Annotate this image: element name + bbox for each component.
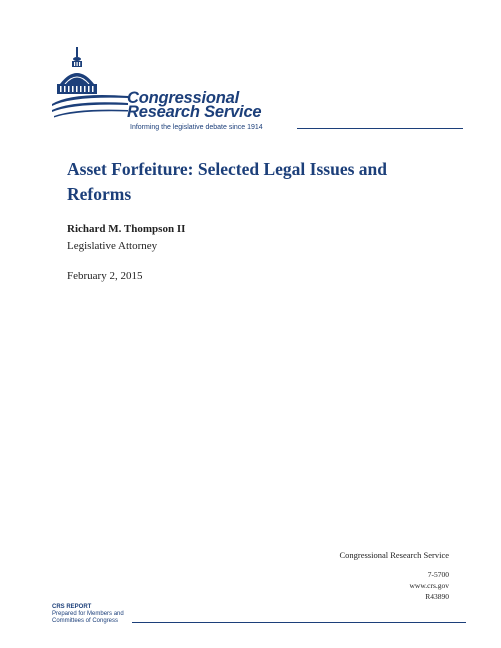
report-title: Asset Forfeiture: Selected Legal Issues and Reforms	[67, 159, 387, 204]
footer-rule	[132, 622, 466, 623]
logo-line-1: Congressional	[127, 89, 240, 107]
capitol-dome-icon	[50, 40, 130, 140]
footer	[52, 604, 124, 625]
crs-website[interactable]: www.crs.gov	[409, 581, 449, 590]
logo-line-2: Research Service	[127, 103, 262, 121]
tagline-rule	[297, 128, 463, 129]
footer-subtitle-1: Prepared for Members and	[52, 611, 124, 617]
crs-phone: 7-5700	[427, 570, 449, 579]
crs-name: Congressional Research Service	[339, 550, 449, 560]
footer-label: CRS REPORT	[52, 604, 92, 610]
footer-subtitle-2: Committees of Congress	[52, 618, 119, 624]
crs-info-block	[339, 550, 449, 602]
report-date: February 2, 2015	[67, 270, 143, 282]
logo-tagline: Informing the legislative debate since 1914	[130, 124, 263, 131]
author-name: Richard M. Thompson II	[67, 223, 186, 235]
crs-logo	[50, 40, 470, 140]
crs-report-number: R43890	[425, 592, 449, 601]
author-role: Legislative Attorney	[67, 240, 158, 252]
